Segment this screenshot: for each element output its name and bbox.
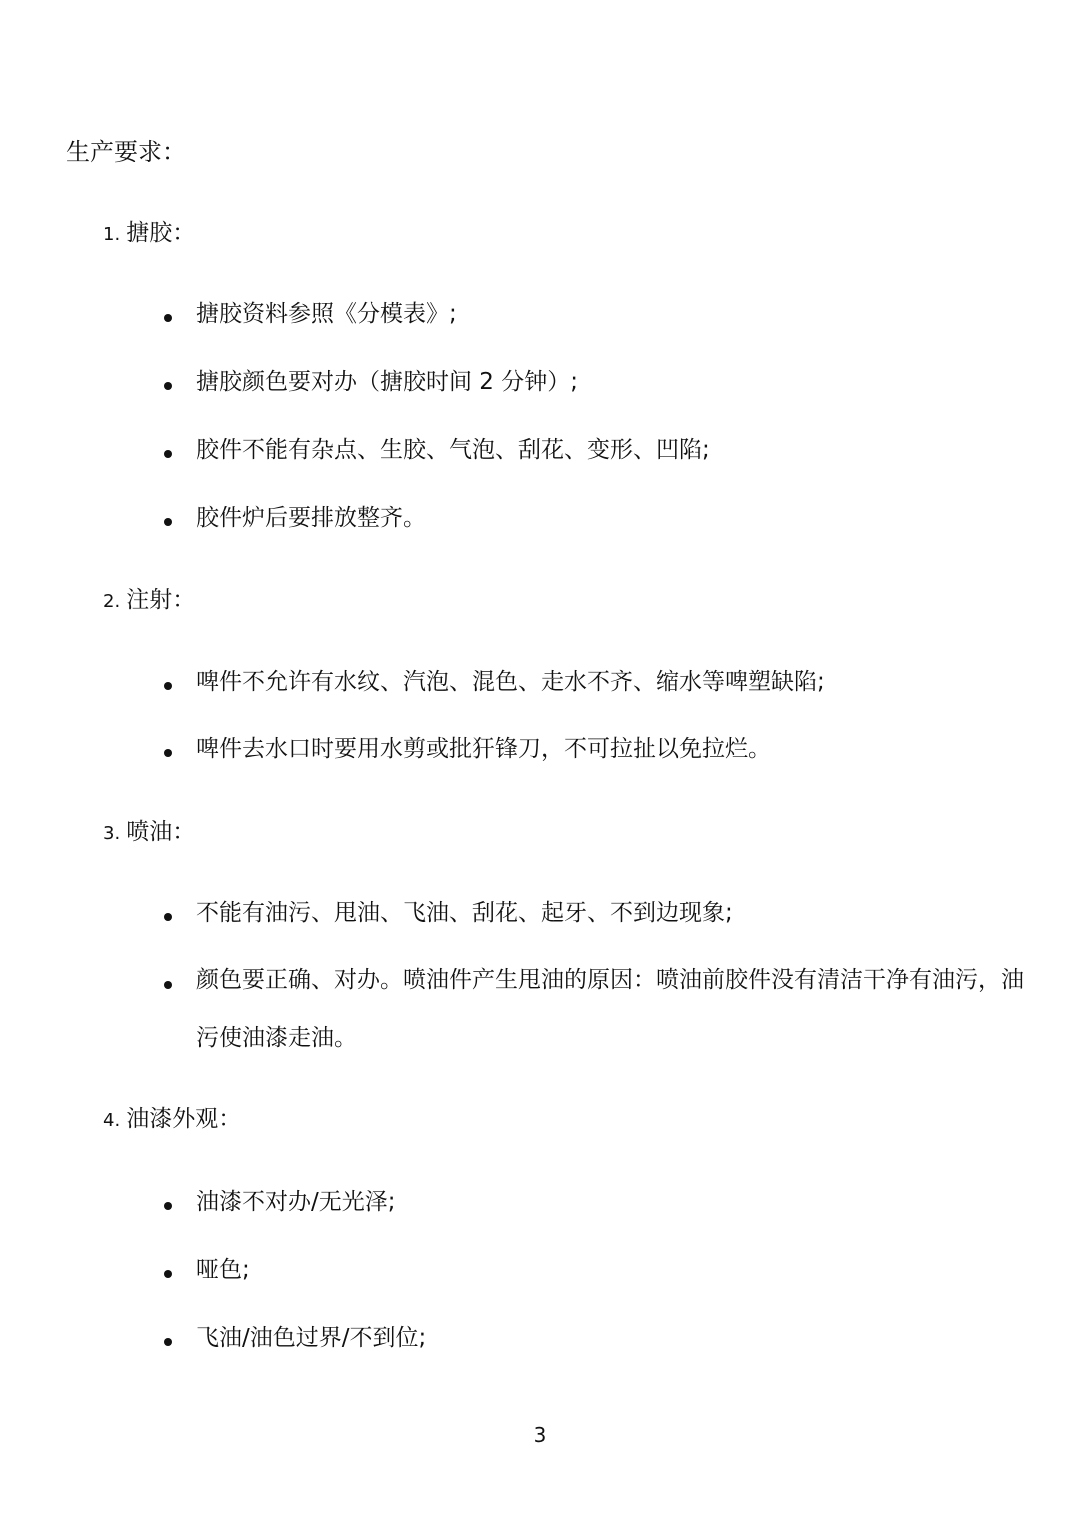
- bullet-icon: [164, 981, 172, 989]
- section-heading-4: [103, 1102, 241, 1138]
- bullet-icon: [164, 450, 172, 458]
- list-item: 搪胶资料参照《分模表》;: [196, 301, 457, 327]
- list-item: 颜色要正确、对办。喷油件产生甩油的原因：喷油前胶件没有清洁干净有油污，油污使油漆走油。: [196, 967, 1024, 1051]
- section-heading-1: [103, 216, 195, 252]
- page-title: 生产要求：: [66, 138, 186, 166]
- list-item: 油漆不对办/无光泽;: [196, 1189, 396, 1215]
- bullet-icon: [164, 518, 172, 526]
- list-item: 不能有油污、甩油、飞油、刮花、起牙、不到边现象;: [196, 900, 733, 926]
- section-title: 注射：: [126, 587, 196, 613]
- bullet-icon: [164, 682, 172, 690]
- list-item: 哑色;: [196, 1257, 250, 1283]
- list-item: 胶件炉后要排放整齐。: [196, 505, 426, 531]
- list-item: 搪胶颜色要对办（搪胶时间 2 分钟）;: [196, 369, 579, 395]
- list-item: 飞油/油色过界/不到位;: [196, 1325, 427, 1351]
- bullet-icon: [164, 913, 172, 921]
- section-title: 喷油：: [126, 819, 196, 845]
- list-item: 啤件去水口时要用水剪或批犴锋刀，不可拉扯以免拉烂。: [196, 736, 771, 762]
- section-heading-2: [103, 583, 195, 619]
- bullet-icon: [164, 1270, 172, 1278]
- section-heading-3: [103, 815, 195, 851]
- section-number: 1.: [103, 224, 121, 245]
- section-number: 3.: [103, 823, 121, 844]
- page-number: 3: [533, 1423, 547, 1447]
- bullet-icon: [164, 382, 172, 390]
- bullet-icon: [164, 1202, 172, 1210]
- section-number: 2.: [103, 591, 121, 612]
- bullet-icon: [164, 314, 172, 322]
- section-title: 搪胶：: [126, 220, 196, 246]
- bullet-icon: [164, 1338, 172, 1346]
- section-title: 油漆外观：: [126, 1106, 242, 1132]
- bullet-icon: [164, 749, 172, 757]
- section-number: 4.: [103, 1110, 121, 1131]
- list-item: 啤件不允许有水纹、汽泡、混色、走水不齐、缩水等啤塑缺陷;: [196, 669, 825, 695]
- list-item: 胶件不能有杂点、生胶、气泡、刮花、变形、凹陷;: [196, 437, 710, 463]
